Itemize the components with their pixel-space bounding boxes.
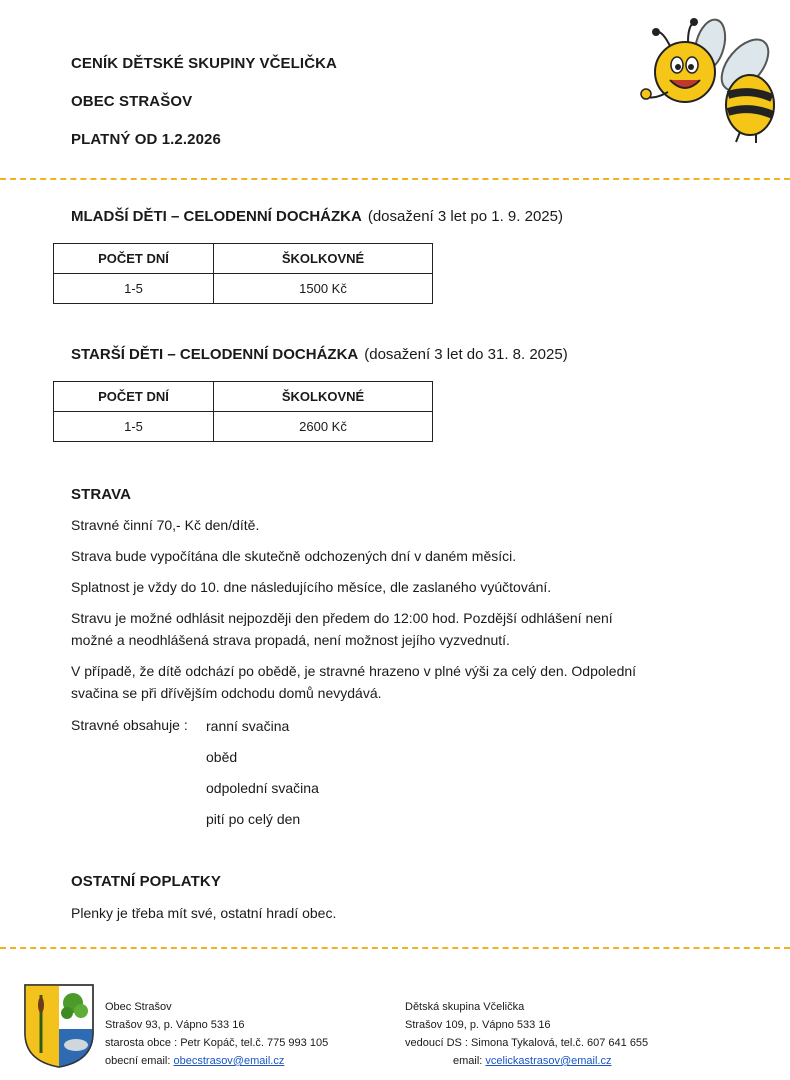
- municipal-crest-icon: [23, 983, 95, 1069]
- other-fees-heading: OSTATNÍ POPLATKY: [71, 873, 221, 890]
- footer-left-contact: starosta obce : Petr Kopáč, tel.č. 775 993 105: [105, 1037, 329, 1049]
- separator-bottom: [0, 947, 790, 949]
- strava-contains-label: Stravné obsahuje :: [71, 717, 188, 733]
- col-fee-header: ŠKOLKOVNÉ: [214, 382, 433, 412]
- footer-right-address: Strašov 109, p. Vápno 533 16: [405, 1019, 551, 1031]
- footer-left-email-link[interactable]: obecstrasov@email.cz: [173, 1055, 285, 1067]
- section-old-title: [71, 346, 568, 363]
- footer-left-email-label: obecní email:: [105, 1055, 171, 1067]
- title-line-1: CENÍK DĚTSKÉ SKUPINY VČELIČKA: [71, 55, 337, 72]
- strava-heading: STRAVA: [71, 486, 132, 503]
- section-young-heading: MLADŠÍ DĚTI – CELODENNÍ DOCHÁZKA: [71, 208, 362, 225]
- strava-paragraph-5a: V případě, že dítě odchází po obědě, je stravné hrazeno v plné výši za celý den. Odpolední: [71, 663, 637, 679]
- strava-paragraph-2: Strava bude vypočítána dle skutečně odchozených dní v daném měsíci.: [71, 548, 517, 564]
- strava-paragraph-5b: svačina se při dřívějším odchodu domů nevydává.: [71, 685, 382, 701]
- footer-right-email-link[interactable]: vcelickastrasov@email.cz: [485, 1055, 612, 1067]
- footer-left-email-row: [105, 1052, 395, 1070]
- separator-top: [0, 178, 790, 180]
- section-old-heading: STARŠÍ DĚTI – CELODENNÍ DOCHÁZKA: [71, 346, 359, 363]
- col-days-header: POČET DNÍ: [54, 382, 214, 412]
- fee-table-old: [53, 381, 433, 442]
- strava-item: pití po celý den: [206, 811, 301, 827]
- cell-days: 1-5: [54, 412, 214, 442]
- strava-paragraph-4a: Stravu je možné odhlásit nejpozději den předem do 12:00 hod. Pozdější odhlášení není: [71, 610, 613, 626]
- footer-left-address: Strašov 93, p. Vápno 533 16: [105, 1019, 245, 1031]
- footer-right: [405, 998, 705, 1070]
- cell-days: 1-5: [54, 274, 214, 304]
- col-fee-header: ŠKOLKOVNÉ: [214, 244, 433, 274]
- section-old-note: (dosažení 3 let do 31. 8. 2025): [364, 346, 568, 363]
- title-line-2: OBEC STRAŠOV: [71, 93, 193, 110]
- strava-item: oběd: [206, 749, 238, 765]
- strava-item: odpolední svačina: [206, 780, 319, 796]
- bee-mascot-icon: [640, 10, 780, 145]
- strava-paragraph-1: Stravné činní 70,- Kč den/dítě.: [71, 517, 260, 533]
- footer-right-email-row: [405, 1052, 705, 1070]
- footer-right-name: Dětská skupina Včelička: [405, 1001, 525, 1013]
- col-days-header: POČET DNÍ: [54, 244, 214, 274]
- footer-left-name: Obec Strašov: [105, 1001, 172, 1013]
- section-young-title: [71, 208, 563, 225]
- strava-paragraph-4b: možné a neodhlášená strava propadá, není možnost jejího vyzvednutí.: [71, 632, 510, 648]
- title-line-3: PLATNÝ OD 1.2.2026: [71, 131, 221, 148]
- footer-right-email-label: email:: [453, 1055, 483, 1067]
- footer-left: [105, 998, 395, 1070]
- strava-item: ranní svačina: [206, 718, 290, 734]
- cell-fee: 1500 Kč: [214, 274, 433, 304]
- strava-paragraph-3: Splatnost je vždy do 10. dne následujícího měsíce, dle zaslaného vyúčtování.: [71, 579, 552, 595]
- fee-table-young: [53, 243, 433, 304]
- other-fees-text: Plenky je třeba mít své, ostatní hradí obec.: [71, 905, 337, 921]
- footer-right-contact: vedoucí DS : Simona Tykalová, tel.č. 607 641 655: [405, 1037, 649, 1049]
- section-young-note: (dosažení 3 let po 1. 9. 2025): [367, 208, 563, 225]
- cell-fee: 2600 Kč: [214, 412, 433, 442]
